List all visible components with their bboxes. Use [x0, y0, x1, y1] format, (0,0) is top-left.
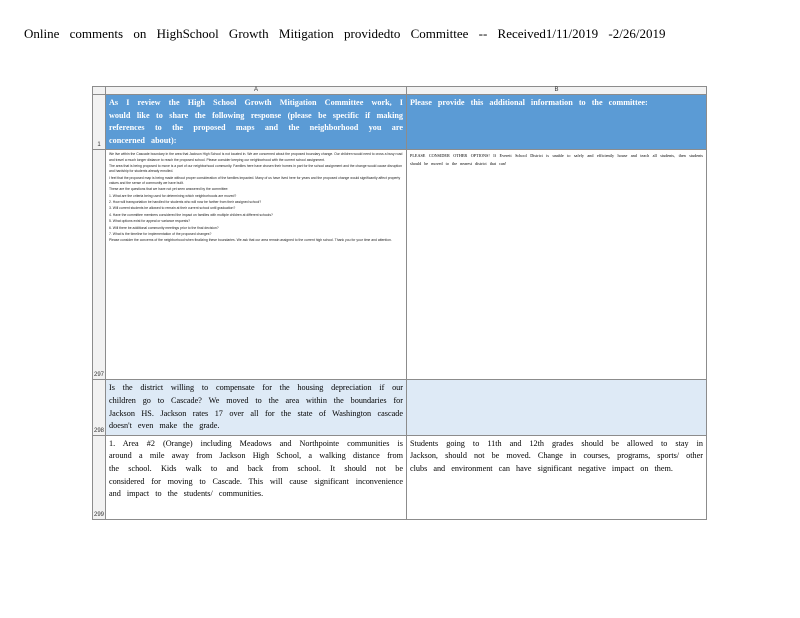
table-row — [93, 435, 707, 519]
row-number: 299 — [93, 435, 106, 519]
comment-cell-a: 1. Area #2 (Orange) including Meadows and Northpointe communities is around a mile away from Jackson High School, a walking distance from the school. Kids walk to and back from school. It should not be considered for moving to Cascade. This will cause significant inconvenience and impact to the students/ communities. — [106, 435, 407, 519]
comment-paragraph: 3. Will current students be allowed to remain at their current school until graduation? — [109, 206, 236, 211]
corner-cell — [93, 87, 106, 95]
comment-cell-b: Students going to 11th and 12th grades should be allowed to stay in Jackson, should not be moved. Change in courses, programs, sports/ other clubs and environment can have significant negative impact on them. — [407, 435, 707, 519]
row-number: 297 — [93, 150, 106, 380]
comment-cell-a: Is the district willing to compensate for the housing depreciation if our children go to Cascade? We moved to the area within the boundaries for Jackson HS. Jackson rates 17 over all for the state of Washington cascade doesn't even make the grade. — [106, 380, 407, 435]
comment-cell-a — [106, 150, 407, 380]
comment-cell-b — [407, 380, 707, 435]
comment-paragraph: 4. Have the committee members considered the impact on families with multiple children at different schools? — [109, 212, 273, 217]
comment-paragraph: We live within the Cascade boundary in the area that Jackson High School is not located in. We are concerned about the proposed boundary change. Our children would need to cross a busy road and travel a much longer distance to reach the proposed school. Please consider keeping our neighborhood with the current school assignment. — [109, 152, 403, 162]
comment-paragraph: Please consider the concerns of the neighborhood when finalizing these boundaries. We ask that our area remain assigned to the current high school. Thank you for your time and attention. — [109, 238, 392, 243]
row-number: 298 — [93, 380, 106, 435]
comment-paragraph: These are the questions that we have not yet seen answered by the committee: — [109, 187, 229, 192]
table-row-header — [93, 95, 707, 150]
comments-spreadsheet — [92, 86, 707, 520]
comment-paragraph: 6. Will there be additional community meetings prior to the final decision? — [109, 225, 219, 230]
comment-cell-b: PLEASE CONSIDER OTHER OPTIONS! If Everett School District is unable to safely and efficiently house and teach all students, then students should be moved to the nearest district that can! — [407, 150, 707, 380]
page-title: Online comments on HighSchool Growth Mitigation providedto Committee -- Received1/11/2019 -2/26/2019 — [24, 26, 666, 41]
comment-paragraph: 1. What are the criteria being used for determining which neighborhoods are moved? — [109, 193, 237, 198]
comment-paragraph: I feel that the proposed map is being made without proper consideration of the families impacted. Many of us have lived here for years and the proposed change would significantly affect property values and the sense of community we have built. — [109, 175, 401, 185]
column-header-row — [93, 87, 707, 95]
comment-paragraph: 2. How will transportation be handled for students who will now be farther from their assigned school? — [109, 199, 262, 204]
row-number: 1 — [93, 95, 106, 150]
column-header-b: B — [407, 87, 707, 95]
table-row — [93, 150, 707, 380]
header-cell-a: As I review the High School Growth Mitigation Committee work, I would like to share the following response (please be specific if making references to the proposed maps and the neighborhood you are concerned about): — [106, 95, 407, 150]
comment-paragraph: 7. What is the timeline for implementation of the proposed changes? — [109, 231, 212, 236]
comment-paragraph: The area that is being proposed to move is a part of our neighborhood community. Families here have chosen their homes in part for the school assignment and the change would cause disruption and hardship for students already enrolled. — [109, 163, 403, 174]
column-header-a: A — [106, 87, 407, 95]
comment-paragraph: 5. What options exist for appeal or variance requests? — [109, 219, 191, 224]
table-row — [93, 380, 707, 435]
header-cell-b: Please provide this additional information to the committee: — [407, 95, 707, 150]
